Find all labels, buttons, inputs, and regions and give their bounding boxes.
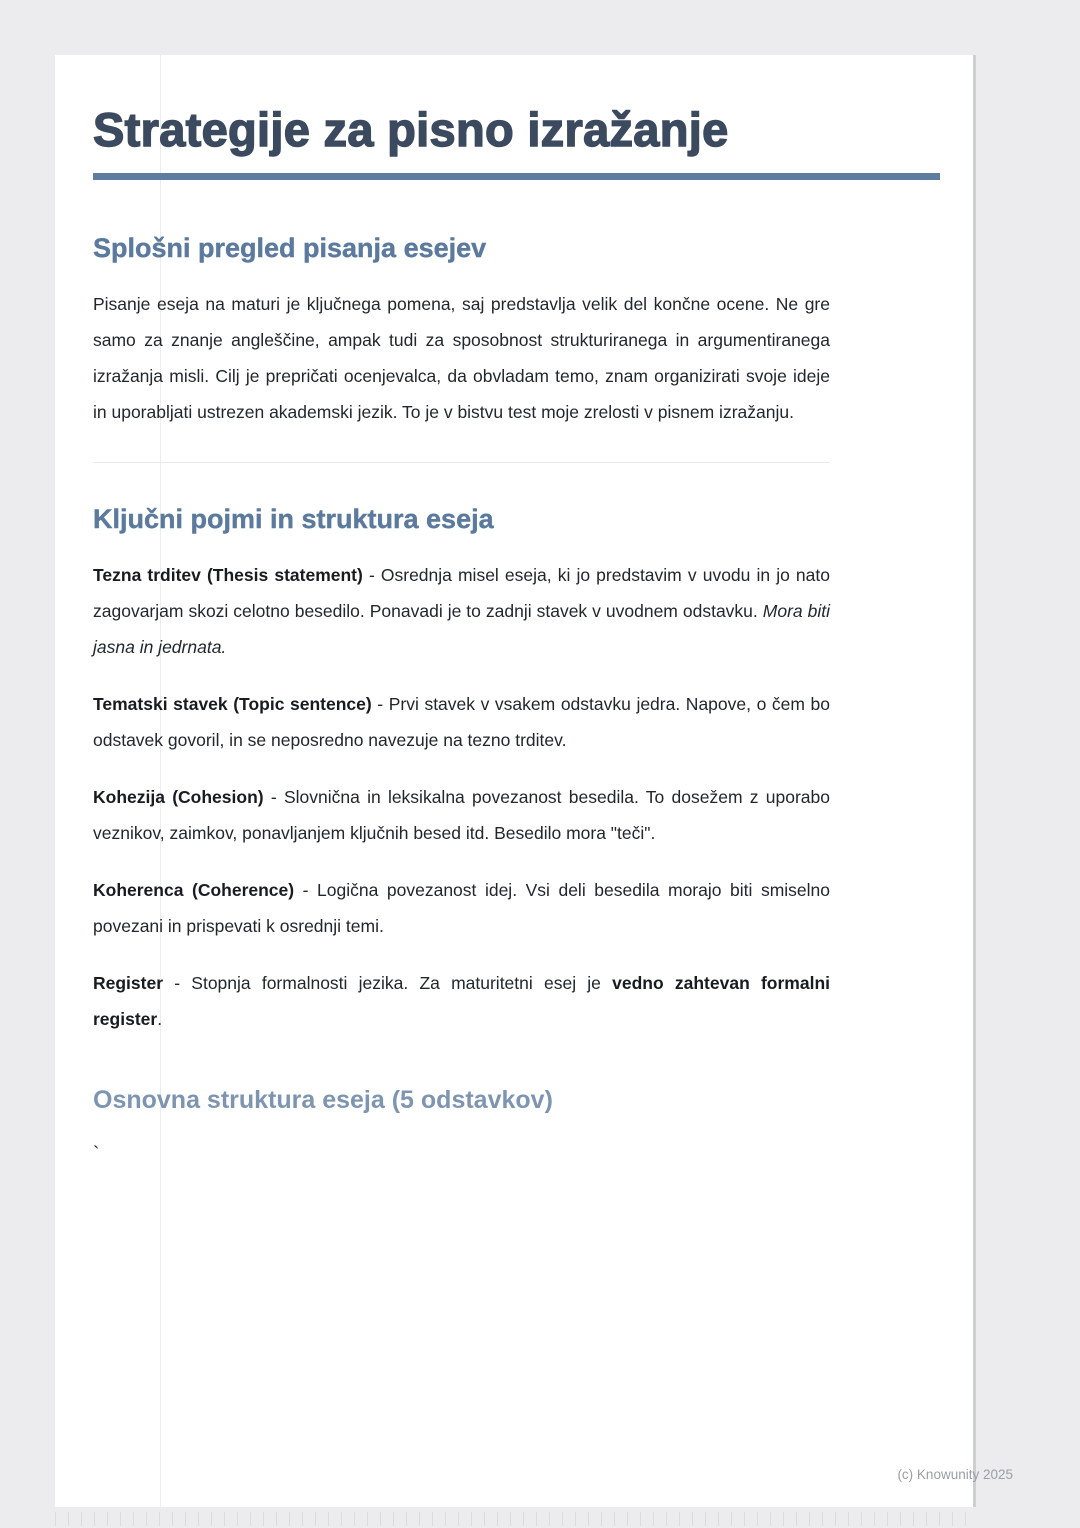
term-definition: Logična povezanost idej. Vsi deli besedila morajo biti smiselno povezani in prispevati k osrednji temi. — [93, 879, 830, 936]
page-bottom-ticks — [55, 1512, 976, 1526]
term-definition: Slovnična in leksikalna povezanost besedila. To dosežem z uporabo veznikov, zaimkov, ponavljanjem ključnih besed itd. Besedilo mora "teči". — [93, 786, 830, 843]
document-page — [55, 55, 976, 1507]
key-concepts-heading: Ključni pojmi in struktura eseja — [93, 504, 494, 535]
term-lead: Register — [93, 972, 164, 993]
structure-heading: Osnovna struktura eseja (5 odstavkov) — [93, 1085, 553, 1114]
term-lead: Tematski stavek (Topic sentence) — [93, 693, 372, 714]
term-italic-note: Mora biti jasna in jedrnata. — [93, 600, 830, 657]
term-definition: Prvi stavek v vsakem odstavku jedra. Napove, o čem bo odstavek govoril, in se neposredno navezuje na tezno trditev. — [93, 693, 830, 750]
overview-heading: Splošni pregled pisanja esejev — [93, 233, 487, 264]
page-title: Strategije za pisno izražanje — [93, 103, 729, 156]
term-lead: Tezna trditev (Thesis statement) — [93, 564, 363, 585]
term-coherence — [93, 872, 830, 944]
overview-paragraph: Pisanje eseja na maturi je ključnega pomena, saj predstavlja velik del končne ocene. Ne gre samo za znanje angleščine, ampak tudi za sposobnost strukturiranega in argumentiranega izražanja misli. Cilj je prepričati ocenjevalca, da obvladam temo, znam organizirati svoje ideje in uporabljati ustrezen akademski jezik. To je v bistvu test moje zrelosti v pisnem izražanju. — [93, 294, 830, 423]
term-bold-emphasis: vedno zahtevan formalni register — [93, 972, 830, 1029]
term-lead: Kohezija (Cohesion) — [93, 786, 264, 807]
term-thesis-statement — [93, 557, 830, 665]
term-lead: Koherenca (Coherence) — [93, 879, 295, 900]
term-definition: Stopnja formalnosti jezika. Za maturitetni esej je — [191, 972, 613, 993]
term-cohesion — [93, 779, 830, 851]
page-content — [93, 103, 830, 1166]
footer-credit: (c) Knowunity 2025 — [897, 1467, 1013, 1482]
term-tail: . — [157, 1008, 163, 1029]
stray-backtick: ` — [93, 1144, 100, 1166]
section-divider — [93, 462, 830, 463]
title-underline — [93, 173, 940, 180]
term-separator: - — [371, 693, 389, 714]
section-key-concepts — [93, 503, 830, 1036]
term-separator: - — [263, 786, 284, 807]
term-separator: - — [362, 564, 381, 585]
term-separator: - — [163, 972, 192, 993]
term-separator: - — [294, 879, 318, 900]
term-topic-sentence — [93, 686, 830, 758]
term-register — [93, 965, 830, 1037]
section-overview — [93, 232, 830, 430]
term-definition: Osrednja misel eseja, ki jo predstavim v uvodu in jo nato zagovarjam skozi celotno besedilo. Ponavadi je to zadnji stavek v uvodnem odstavku. — [93, 564, 830, 621]
